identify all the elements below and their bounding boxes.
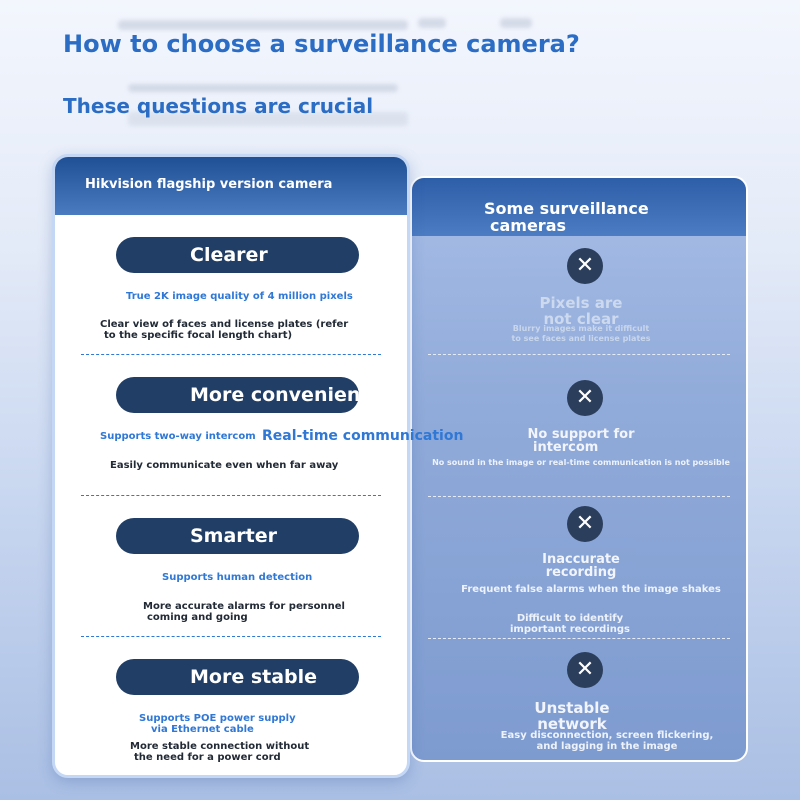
heading-line: Unstable (534, 699, 610, 717)
competitor-row-heading (481, 295, 681, 327)
desc-line: Easily communicate even when far away (110, 460, 339, 471)
dashed-divider (428, 496, 730, 497)
desc-line: Frequent false alarms when the image shakes (461, 584, 721, 595)
feature-desc (143, 601, 345, 623)
competitor-title-line: Some surveillance (484, 199, 649, 218)
dashed-divider (81, 354, 381, 355)
heading-line: recording (545, 565, 617, 580)
desc-line: No sound in the image or real-time communication is not possible (432, 458, 730, 467)
desc-line: to the specific focal length chart) (104, 330, 293, 341)
heading-line: intercom (533, 440, 599, 455)
dashed-divider (428, 354, 730, 355)
x-mark-icon: ✕ (567, 248, 603, 284)
desc-line: More accurate alarms for personnel (143, 601, 345, 612)
feature-pill-convenient: More convenient (116, 377, 359, 413)
competitor-title-line: cameras (490, 216, 567, 235)
hikvision-panel (52, 154, 410, 778)
feature-highlight: Supports two-way intercom (100, 431, 256, 442)
competitor-row-heading (481, 553, 681, 579)
overlay-caption: Real-time communication (262, 428, 464, 444)
background-smudge (500, 18, 532, 28)
hikvision-panel-title: Hikvision flagship version camera (85, 177, 333, 192)
hikvision-panel-header (55, 157, 407, 215)
feature-highlight: Supports human detection (162, 572, 313, 583)
competitor-row-extra (470, 613, 670, 635)
feature-desc (110, 460, 338, 471)
heading-line: network (537, 715, 607, 733)
desc-line: More stable connection without (130, 741, 310, 752)
desc-line: Easy disconnection, screen flickering, (500, 730, 714, 741)
x-mark-icon: ✕ (567, 380, 603, 416)
feature-line: Supports POE power supply (139, 713, 296, 724)
desc-line: Blurry images make it difficult (512, 324, 650, 333)
competitor-row-heading (472, 700, 672, 732)
dashed-divider (428, 638, 730, 639)
desc-line: Clear view of faces and license plates (refer (100, 319, 349, 330)
dashed-divider (81, 636, 381, 637)
desc-line: to see faces and license plates (511, 334, 651, 343)
feature-desc (100, 319, 348, 341)
competitor-panel-title (484, 200, 684, 234)
heading-line: Pixels are (539, 294, 623, 312)
desc-line: coming and going (147, 612, 248, 623)
feature-highlight: True 2K image quality of 4 million pixels (126, 291, 353, 302)
background-smudge (418, 18, 446, 28)
competitor-panel (410, 176, 748, 762)
competitor-row-desc (482, 730, 732, 752)
feature-pill-stable: More stable (116, 659, 359, 695)
x-mark-icon: ✕ (567, 506, 603, 542)
competitor-row-desc (481, 324, 681, 344)
x-mark-icon: ✕ (567, 652, 603, 688)
heading-line: No support for (527, 427, 635, 442)
competitor-panel-header (412, 178, 746, 236)
desc-line: and lagging in the image (536, 741, 678, 752)
page-title: How to choose a surveillance camera? (63, 30, 580, 58)
feature-highlight (139, 713, 296, 735)
dashed-divider (81, 495, 381, 496)
desc-line: Difficult to identify (516, 613, 624, 624)
feature-pill-smarter: Smarter (116, 518, 359, 554)
background-smudge (118, 20, 408, 30)
background-smudge (128, 84, 398, 92)
feature-pill-clearer: Clearer (116, 237, 359, 273)
desc-line: the need for a power cord (134, 752, 281, 763)
competitor-row-desc (432, 584, 748, 595)
feature-line: via Ethernet cable (151, 724, 254, 735)
desc-line: important recordings (510, 624, 630, 635)
competitor-row-desc (422, 458, 740, 468)
competitor-row-heading (481, 428, 681, 454)
heading-line: not clear (543, 310, 619, 328)
heading-line: Inaccurate (542, 552, 620, 567)
feature-desc (130, 741, 309, 763)
page-subtitle: These questions are crucial (63, 94, 374, 118)
